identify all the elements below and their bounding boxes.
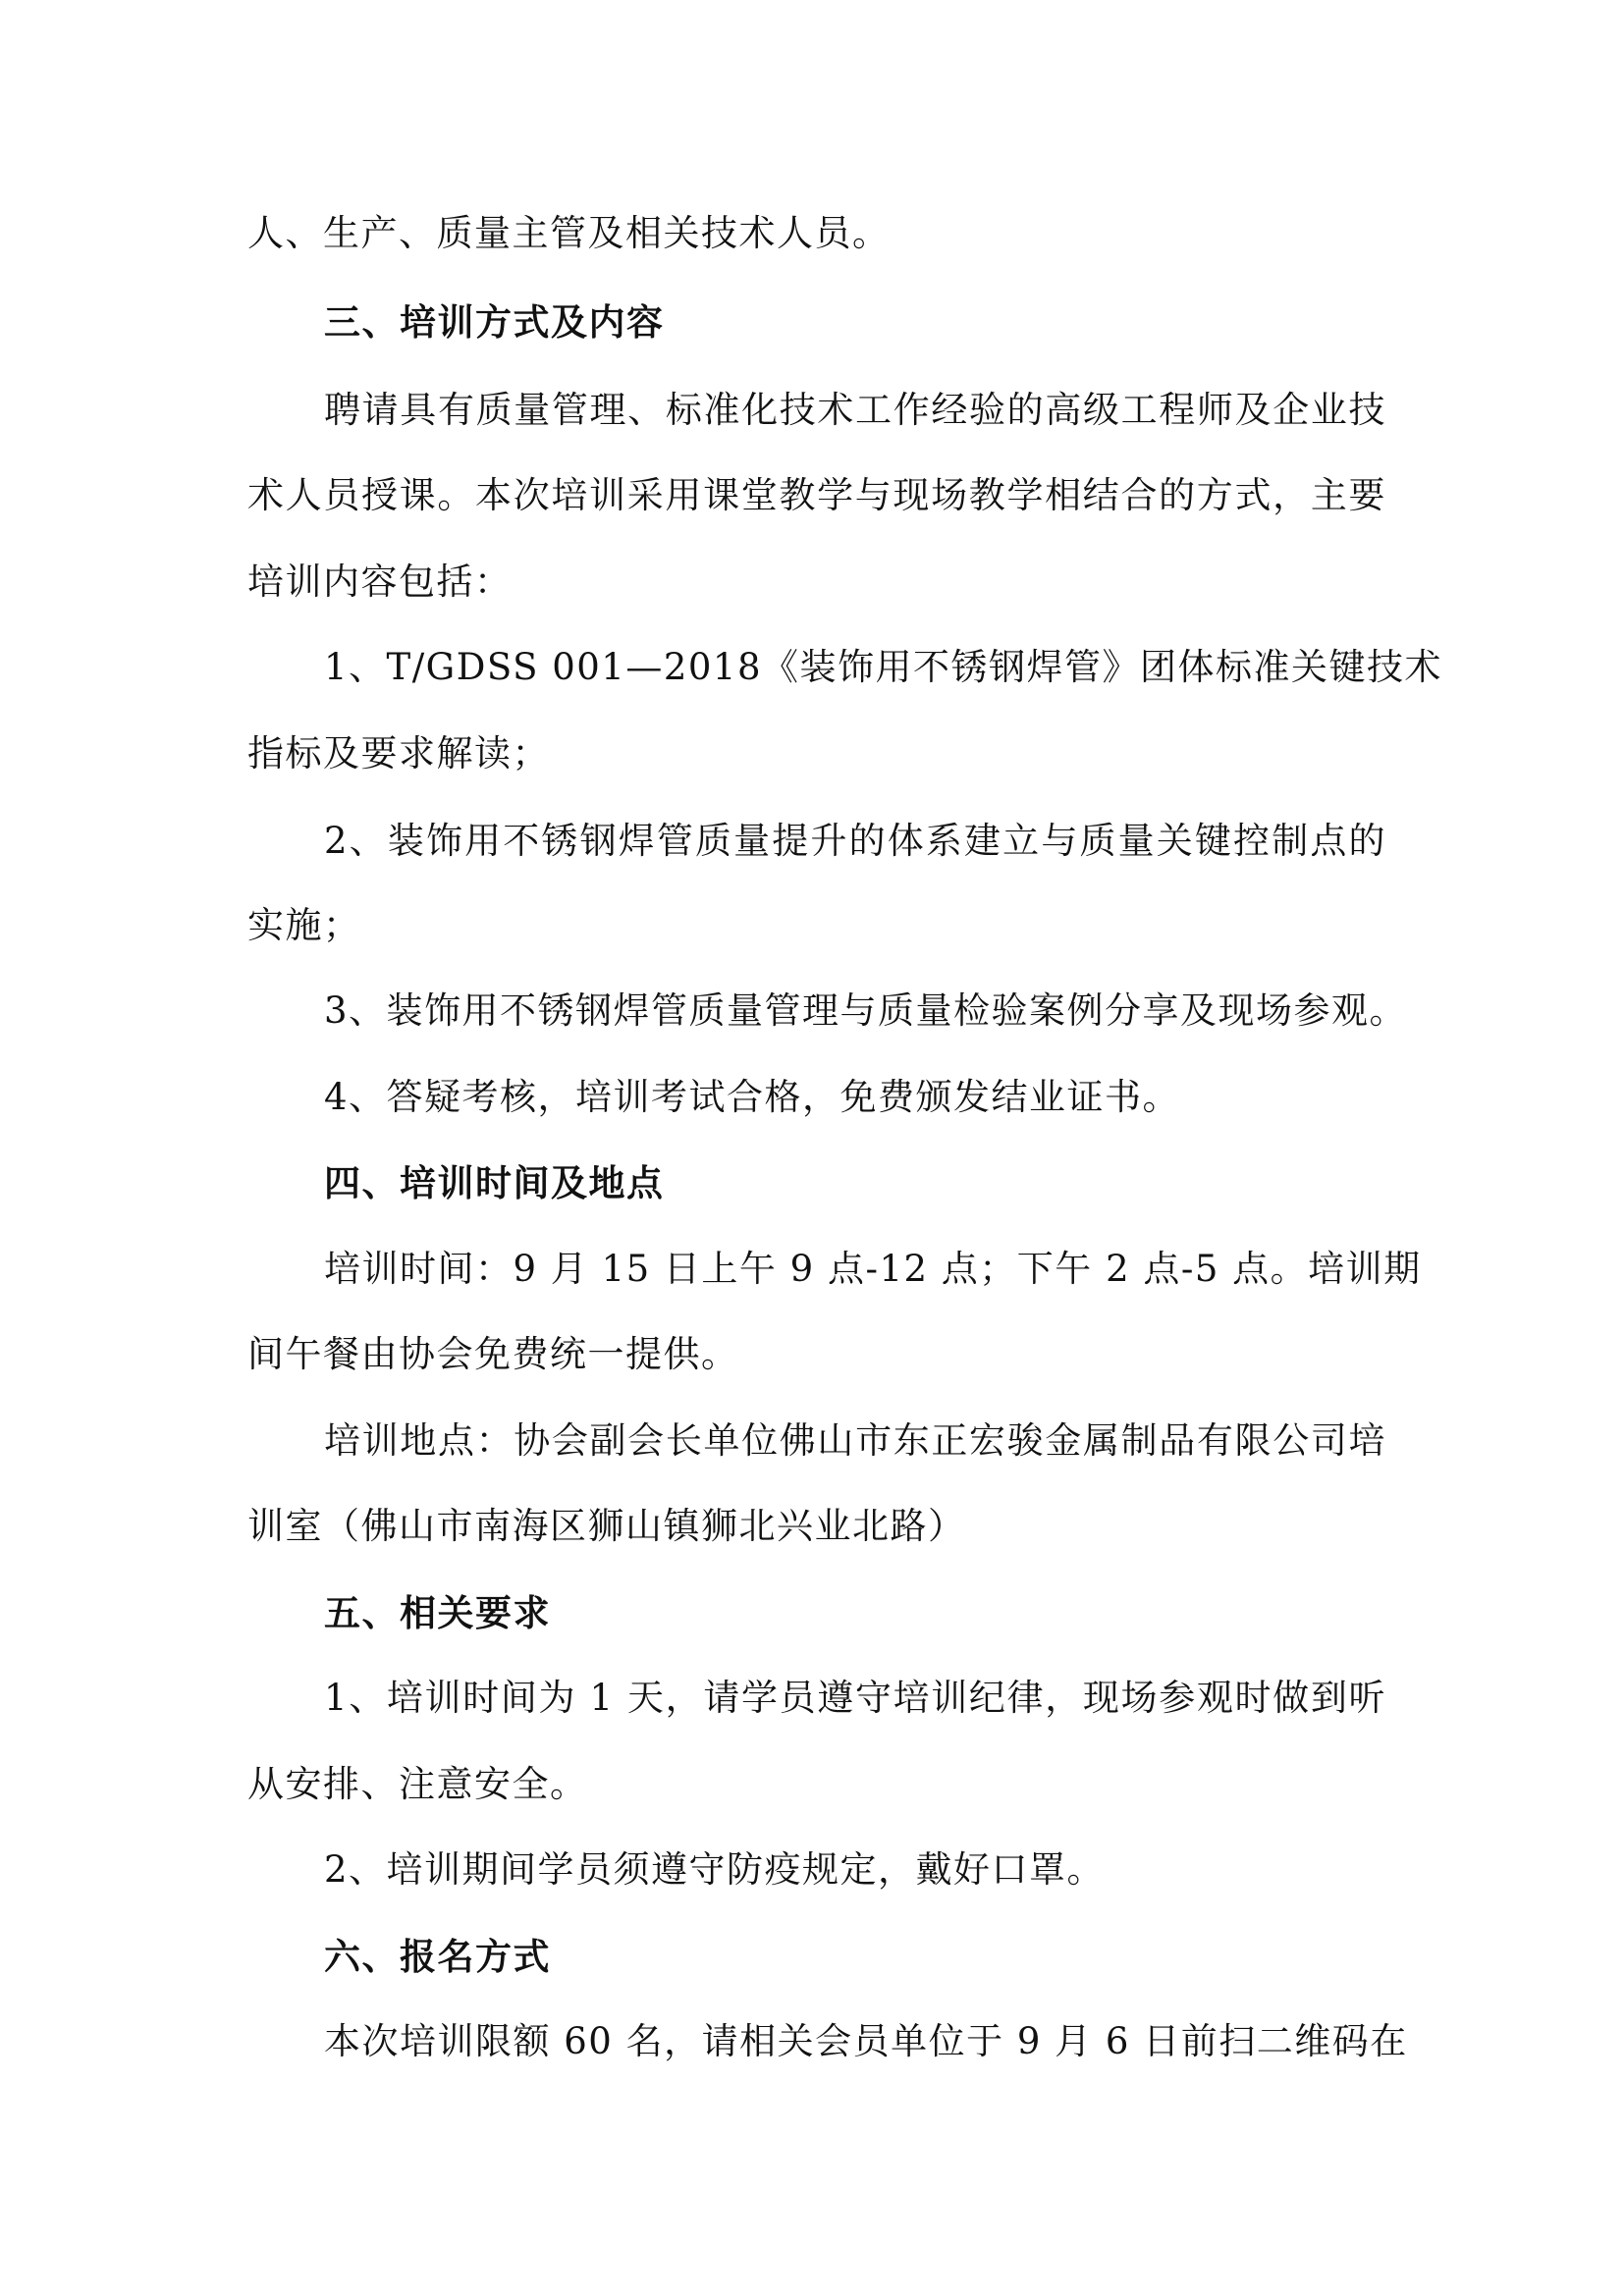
content-item-1-line-1: 1、T/GDSS 001—2018《装饰用不锈钢焊管》团体标准关键技术 bbox=[324, 646, 1442, 688]
paragraph-line-instructors-3: 培训内容包括： bbox=[247, 561, 513, 603]
training-location-line-2: 训室（佛山市南海区狮山镇狮北兴业北路） bbox=[247, 1505, 966, 1547]
training-location-line-1: 培训地点：协会副会长单位佛山市东正宏骏金属制品有限公司培 bbox=[324, 1419, 1386, 1462]
content-item-1-line-2: 指标及要求解读； bbox=[247, 732, 550, 774]
content-item-4: 4、答疑考核，培训考试合格，免费颁发结业证书。 bbox=[324, 1076, 1181, 1118]
section-heading-time-location: 四、培训时间及地点 bbox=[324, 1161, 665, 1204]
paragraph-line-instructors-2: 术人员授课。本次培训采用课堂教学与现场教学相结合的方式，主要 bbox=[247, 474, 1386, 516]
section-heading-requirements: 五、相关要求 bbox=[324, 1591, 551, 1634]
training-time-line-2: 间午餐由协会免费统一提供。 bbox=[247, 1333, 739, 1375]
requirement-1-line-2: 从安排、注意安全。 bbox=[247, 1763, 588, 1805]
section-heading-training-method: 三、培训方式及内容 bbox=[324, 300, 665, 344]
content-item-3: 3、装饰用不锈钢焊管质量管理与质量检验案例分享及现场参观。 bbox=[324, 989, 1408, 1032]
paragraph-line-instructors-1: 聘请具有质量管理、标准化技术工作经验的高级工程师及企业技 bbox=[324, 389, 1386, 431]
requirement-2: 2、培训期间学员须遵守防疫规定，戴好口罩。 bbox=[324, 1848, 1106, 1891]
training-time-line-1: 培训时间：9 月 15 日上午 9 点-12 点；下午 2 点-5 点。培训期 bbox=[324, 1248, 1422, 1290]
registration-line-1: 本次培训限额 60 名，请相关会员单位于 9 月 6 日前扫二维码在 bbox=[324, 2020, 1408, 2062]
section-heading-registration: 六、报名方式 bbox=[324, 1935, 551, 1978]
requirement-1-line-1: 1、培训时间为 1 天，请学员遵守培训纪律，现场参观时做到听 bbox=[324, 1677, 1386, 1719]
content-item-2-line-1: 2、装饰用不锈钢焊管质量提升的体系建立与质量关键控制点的 bbox=[324, 820, 1386, 862]
content-item-2-line-2: 实施； bbox=[247, 904, 361, 946]
paragraph-line-attendees: 人、生产、质量主管及相关技术人员。 bbox=[247, 212, 891, 254]
